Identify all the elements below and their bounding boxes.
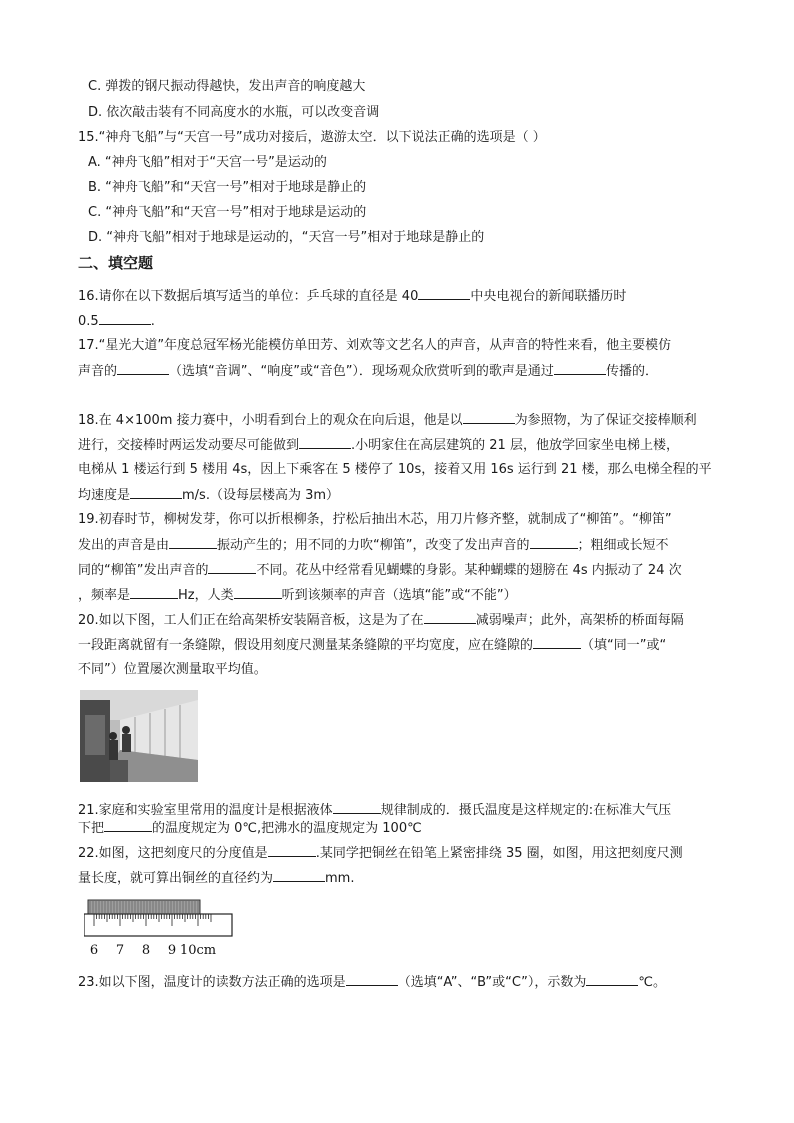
q19-line-3 xyxy=(78,561,682,580)
q18-line-2 xyxy=(78,436,679,455)
q21-text-2a: 下把 xyxy=(78,821,105,836)
q19-text-4a: ，频率是 xyxy=(78,588,131,603)
answer-blank[interactable] xyxy=(268,844,316,857)
q15-option-b: B. “神舟飞船”和“天宫一号”相对于地球是静止的 xyxy=(88,180,367,195)
answer-blank[interactable] xyxy=(418,287,470,300)
q16-text-1a: 16.请你在以下数据后填写适当的单位：乒乓球的直径是 40 xyxy=(78,289,419,304)
q18-text-4a: 均速度是 xyxy=(78,488,131,503)
answer-blank[interactable] xyxy=(586,973,638,986)
ruler-graphic xyxy=(84,896,234,960)
q20-text-1a: 20.如以下图，工人们正在给高架桥安装隔音板，这是为了在 xyxy=(78,613,424,628)
q14-option-c: C. 弹拨的钢尺振动得越快，发出声音的响度越大 xyxy=(88,79,366,94)
q21-text-1a: 21.家庭和实验室里常用的温度计是根据液体 xyxy=(78,803,333,818)
ruler-figure xyxy=(84,896,234,960)
q19-text-2c: ；粗细或长短不 xyxy=(577,538,669,553)
q18-line-3: 电梯从 1 楼运行到 5 楼用 4s，因上下乘客在 5 楼停了 10s，接着又用 16s 运行到 21 楼，那么电梯全程的平 xyxy=(78,462,712,477)
q23-line-1 xyxy=(78,973,666,992)
sound-barrier-photo-graphic xyxy=(80,690,198,782)
q17-line-1: 17.“星光大道”年度总冠军杨光能模仿单田芳、刘欢等文艺名人的声音，从声音的特性来看，他主要模仿 xyxy=(78,338,672,353)
q18-text-1a: 18.在 4×100m 接力赛中，小明看到台上的观众在向后退，他是以 xyxy=(78,413,463,428)
answer-blank[interactable] xyxy=(299,436,351,449)
q22-text-1b: .某同学把铜丝在铅笔上紧密排绕 35 圈，如图，用这把刻度尺测 xyxy=(315,846,683,861)
q14-option-d: D. 依次敲击装有不同高度水的水瓶，可以改变音调 xyxy=(88,105,380,120)
ruler-tick-label: 6 xyxy=(89,943,99,958)
answer-blank[interactable] xyxy=(104,819,152,832)
answer-blank[interactable] xyxy=(117,362,169,375)
ruler-tick-label: 10cm xyxy=(179,943,217,958)
ruler-tick-label: 9 xyxy=(167,943,177,958)
sound-barrier-photo xyxy=(80,690,198,782)
q20-line-1 xyxy=(78,611,684,630)
q20-text-2b: （填“同一”或“ xyxy=(581,638,667,653)
q22-text-1a: 22.如图，这把刻度尺的分度值是 xyxy=(78,846,268,861)
q23-text-1a: 23.如以下图，温度计的读数方法正确的选项是 xyxy=(78,975,346,990)
q19-line-1: 19.初春时节，柳树发芽，你可以折根柳条，拧松后抽出木芯，用刀片修齐整，就制成了“柳笛”。“柳笛” xyxy=(78,512,672,527)
q19-text-2a: 发出的声音是由 xyxy=(78,538,170,553)
answer-blank[interactable] xyxy=(234,586,282,599)
q16-text-1b: 中央电视台的新闻联播历时 xyxy=(470,289,627,304)
answer-blank[interactable] xyxy=(99,312,151,325)
q22-text-2b: mm. xyxy=(325,871,355,886)
q18-text-1b: 为参照物，为了保证交接棒顺利 xyxy=(514,413,697,428)
q22-text-2a: 量长度，就可算出铜丝的直径约为 xyxy=(78,871,274,886)
q18-text-4b: m/s.（设每层楼高为 3m） xyxy=(182,488,340,503)
answer-blank[interactable] xyxy=(130,586,178,599)
answer-blank[interactable] xyxy=(533,636,581,649)
q15-option-c: C. “神舟飞船”和“天宫一号”相对于地球是运动的 xyxy=(88,205,367,220)
answer-blank[interactable] xyxy=(554,362,606,375)
q22-line-1 xyxy=(78,844,683,863)
ruler-tick-label: 8 xyxy=(141,943,151,958)
q15-option-d: D. “神舟飞船”相对于地球是运动的，“天宫一号”相对于地球是静止的 xyxy=(88,230,485,245)
section-title-fill-in: 二、填空题 xyxy=(78,254,154,272)
q17-line-2 xyxy=(78,362,658,381)
q16-text-2a: 0.5 xyxy=(78,314,99,329)
answer-blank[interactable] xyxy=(424,611,476,624)
q20-text-2a: 一段距离就留有一条缝隙，假设用刻度尺测量某条缝隙的平均宽度，应在缝隙的 xyxy=(78,638,534,653)
q18-text-2a: 进行，交接棒时两运发动要尽可能做到 xyxy=(78,438,300,453)
q19-line-2 xyxy=(78,536,669,555)
answer-blank[interactable] xyxy=(169,536,217,549)
q16-line-1 xyxy=(78,287,626,306)
answer-blank[interactable] xyxy=(346,973,398,986)
q19-text-3b: 不同。花丛中经常看见蝴蝶的身影。某种蝴蝶的翅膀在 4s 内振动了 24 次 xyxy=(256,563,682,578)
q18-line-1 xyxy=(78,411,697,430)
q15-option-a: A. “神舟飞船”相对于“天宫一号”是运动的 xyxy=(88,155,327,170)
q19-text-4c: 听到该频率的声音（选填“能”或“不能”） xyxy=(281,588,517,603)
q16-line-2 xyxy=(78,312,155,331)
q21-text-2b: 的温度规定为 0℃,把沸水的温度规定为 100℃ xyxy=(152,821,422,836)
ruler-tick-label: 7 xyxy=(115,943,125,958)
q17-text-2b: （选填“音调”、“响度”或“音色”）．现场观众欣赏听到的歌声是通过 xyxy=(169,364,554,379)
q15-stem: 15.“神舟飞船”与“天宫一号”成功对接后，遨游太空．以下说法正确的选项是（ ） xyxy=(78,130,546,145)
q22-line-2 xyxy=(78,869,354,888)
q20-line-3: 不同”）位置屡次测量取平均值。 xyxy=(78,662,267,677)
q21-line-2 xyxy=(78,819,422,838)
q21-line-1 xyxy=(78,801,671,820)
q18-line-4 xyxy=(78,486,339,505)
answer-blank[interactable] xyxy=(208,561,256,574)
q17-text-2c: 传播的． xyxy=(605,364,658,379)
answer-blank[interactable] xyxy=(273,869,325,882)
answer-blank[interactable] xyxy=(333,801,381,814)
q19-text-4b: Hz，人类 xyxy=(178,588,234,603)
ruler-body xyxy=(84,914,232,936)
q19-line-4 xyxy=(78,586,517,605)
answer-blank[interactable] xyxy=(463,411,515,424)
answer-blank[interactable] xyxy=(130,486,182,499)
q17-text-2a: 声音的 xyxy=(78,364,118,379)
answer-blank[interactable] xyxy=(530,536,578,549)
q18-text-2b: .小明家住在高层建筑的 21 层，他放学回家坐电梯上楼， xyxy=(351,438,679,453)
q21-text-1b: 规律制成的．摄氏温度是这样规定的:在标准大气压 xyxy=(380,803,672,818)
q19-text-2b: 振动产生的；用不同的力吹“柳笛”，改变了发出声音的 xyxy=(217,538,530,553)
q16-text-2b: . xyxy=(150,314,155,329)
q23-text-1b: （选填“A”、“B”或“C”），示数为 xyxy=(397,975,587,990)
q20-line-2 xyxy=(78,636,666,655)
q23-text-1c: ℃。 xyxy=(638,975,667,990)
q19-text-3a: 同的“柳笛”发出声音的 xyxy=(78,563,209,578)
q20-text-1b: 减弱噪声；此外，高架桥的桥面每隔 xyxy=(475,613,684,628)
